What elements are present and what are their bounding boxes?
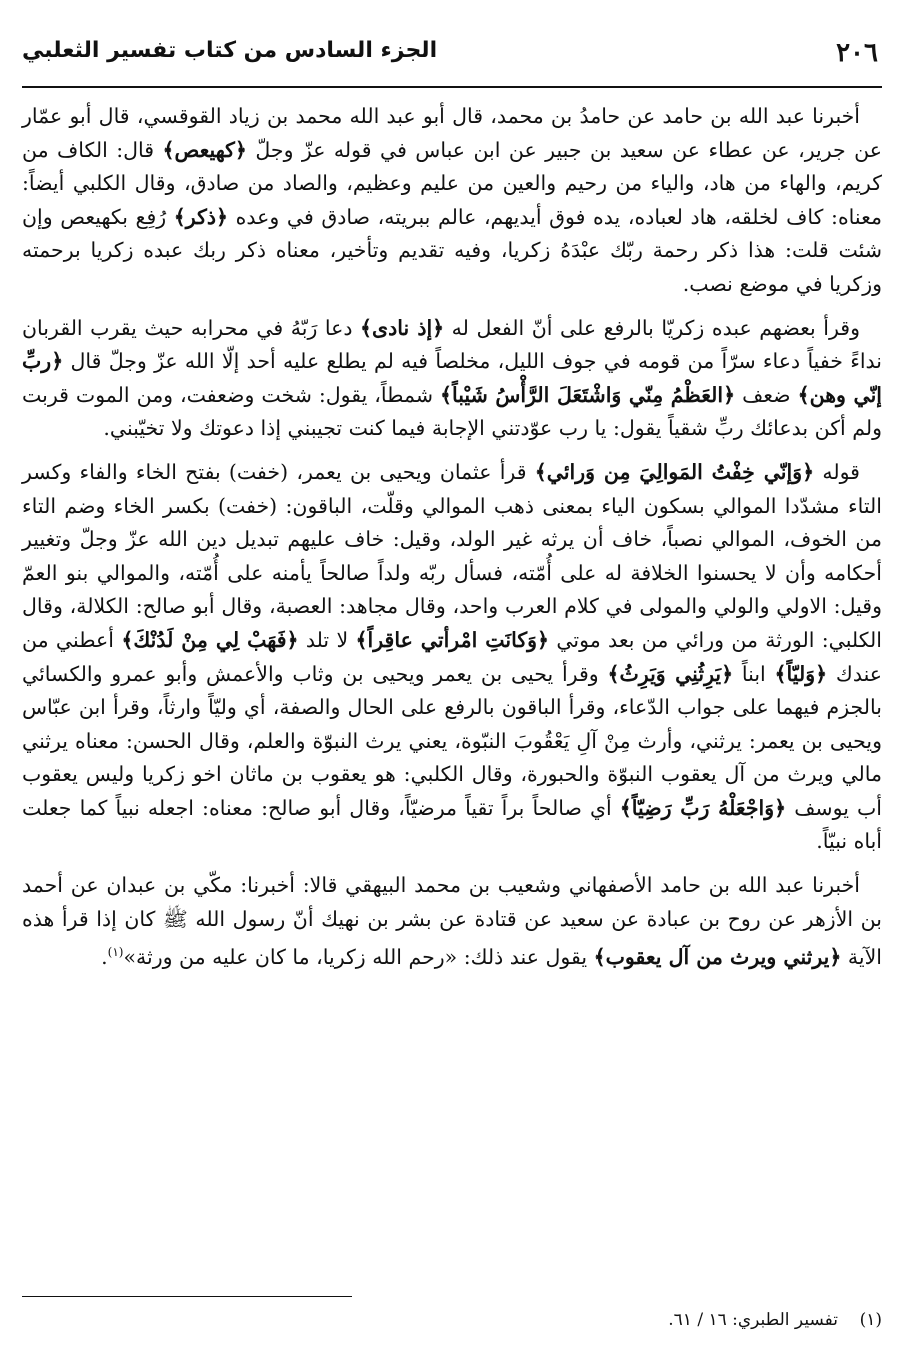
text-segment: أعطني من عندك <box>22 627 883 686</box>
quran-quote: ﴿وَاجْعَلْهُ رَبِّ رَضِيّاً﴾ <box>619 795 787 820</box>
text-segment: وقرأ بعضهم عبده زكريّا بالرفع على أنّ الفعل له <box>444 315 860 340</box>
quran-quote: ﴿وَكانَتِ امْرأتي عاقِراً﴾ <box>355 627 549 652</box>
text-segment: ضعف <box>735 382 798 407</box>
text-segment: أي صالحاً براً تقياً مرضيّاً، وقال أبو صالح: معناه: اجعله نبياً كما جعلت أباه نبيّاً. <box>22 795 882 854</box>
header-divider <box>22 86 882 88</box>
footnote-divider <box>22 1296 352 1297</box>
quran-quote: ﴿العَظْمُ مِنّي وَاشْتَعَلَ الرَّأْسُ شَيْباً﴾ <box>439 382 736 407</box>
quran-quote: ﴿يَرِثُنِي وَيَرِثُ﴾ <box>607 661 734 686</box>
quran-quote: ﴿ذكر﴾ <box>173 204 228 229</box>
text-segment: ابناً <box>733 661 775 686</box>
footnote-ref: (١) <box>107 945 124 960</box>
quran-quote: ﴿ربِّ إنّي وهن﴾ <box>22 349 882 407</box>
text-segment: يقول عند ذلك: «رحم الله زكريا، ما كان عليه من ورثة» <box>123 945 594 970</box>
paragraph-3 <box>22 456 882 859</box>
footnote-text: تفسير الطبري: ١٦ / ٦١. <box>668 1310 838 1330</box>
book-page <box>22 0 882 1365</box>
text-segment: قرأ عثمان ويحيى بن يعمر، (خفت) بفتح الخاء والفاء وكسر التاء مشدّدا الموالي بسكون الياء بمعنى ذهب الموالي وقلّت، الباقون: (خفت) بكسر الخاء وضم التاء من الخوف، الموالي نصباً، خاف أن يرثه غير الولد، وقيل: خاف عليهم تبديل دين الله عزّ وجلّ وتغيير أحكامه وأن لا يحسنوا الخلافة له على أُمّته، فسأل ربّه ولداً صالحاً يأمنه على أُمّته، والموالي بنو العمّ وقيل: الاولي والولي والمولى في كلام العرب واحد، وقال مجاهد: العصبة، وقال أبو صالح: الكلالة، وقال الكلبي: الورثة من ورائي من بعد موتي <box>22 459 882 652</box>
text-segment: لا تلد <box>298 627 356 652</box>
text-segment: رُفِع بكهيعص وإن شئت قلت: هذا ذكر رحمة ربّك عبْدَهُ زكريا، وفيه تقديم وتأخير، معناه ذكر ربك عبده زكريا برحمته وزكريا في موضع نصب. <box>22 204 882 296</box>
page-body <box>22 100 882 985</box>
quran-quote: ﴿إذ نادى﴾ <box>360 315 445 340</box>
quran-quote: ﴿كهيعص﴾ <box>162 137 247 162</box>
page-number: ٢٠٦ <box>836 38 878 68</box>
text-segment: وقرأ يحيى بن يعمر ويحيى بن وثاب والأعمش وأبو عمرو والكسائي بالجزم فيهما على جواب الدّعاء، وقرأ الباقون بالرفع على الحال والصفة، أي وليّاً وارثاً، وقرأ ابن عبّاس ويحيى بن يعمر: يرثني، وأرث مِنْ آلِ يَعْقُوبَ النبّوة، يعني يرث النبوّة والعلم، وقال الحسن: معناه يرثني مالي ويرث من آل يعقوب النبوّة والحبورة، وقال الكلبي: هو يعقوب بن ماثان اخو زكريا وليس يعقوب أب يوسف <box>22 661 882 820</box>
quran-quote: ﴿يرثني ويرث من آل يعقوب﴾ <box>593 945 842 970</box>
text-segment: قال: الكاف من كريم، والهاء من هاد، والياء من رحيم والعين من عليم وعظيم، والصاد من صادق، وقال الكلبي أيضاً: معناه: كاف لخلقه، هاد لعباده، يده فوق أيديهم، عالم ببريته، صادق في وعده <box>22 137 882 229</box>
footnote-marker: (١) <box>859 1310 882 1330</box>
page-header <box>22 38 882 82</box>
text-segment: شمطاً، يقول: شخت وضعفت، ومن الموت قربت ولم أكن بدعائك ربِّ شقياً يقول: يا رب عوّدتني الإجابة فيما كنت تجيبني إذا دعوتك ولا تخيّبني. <box>22 382 882 441</box>
quran-quote: ﴿وَليّاً﴾ <box>774 661 828 686</box>
quran-quote: ﴿فَهَبْ لِي مِنْ لَدُنْكَ﴾ <box>121 627 299 652</box>
paragraph-2 <box>22 312 882 446</box>
paragraph-4 <box>22 869 882 975</box>
running-title: الجزء السادس من كتاب تفسير الثعلبي <box>22 38 438 63</box>
text-segment: أخبرنا عبد الله بن حامد عن حامدُ بن محمد، قال أبو عبد الله محمد بن زياد القوقسي، قال أبو عمّار عن جرير، عن عطاء عن سعيد بن جبير عن ابن عباس في قوله عزّ وجلّ <box>22 104 882 162</box>
text-segment: . <box>101 945 108 970</box>
paragraph-1 <box>22 100 882 302</box>
text-segment: قوله <box>814 459 860 484</box>
footnote <box>22 1310 882 1330</box>
text-segment: دعا رَبّهُ في محرابه حيث يقرب القربان نداءً خفياً دعاء سرّاً من قومه في جوف الليل، مخلصاً فيه لم يطلع عليه أحد إلّا الله عزّ وجلّ قال <box>22 315 882 374</box>
text-segment: أخبرنا عبد الله بن حامد الأصفهاني وشعيب بن محمد البيهقي قالا: أخبرنا: مكّي بن عبدان عن أحمد بن الأزهر عن روح بن عبادة عن سعيد عن قتادة عن بشر بن نهيك أنّ رسول الله ﷺ كان إذا قرأ هذه الآية <box>22 873 882 970</box>
quran-quote: ﴿وَإنّي خِفْتُ المَوالِيَ مِن وَرائي﴾ <box>534 459 815 484</box>
